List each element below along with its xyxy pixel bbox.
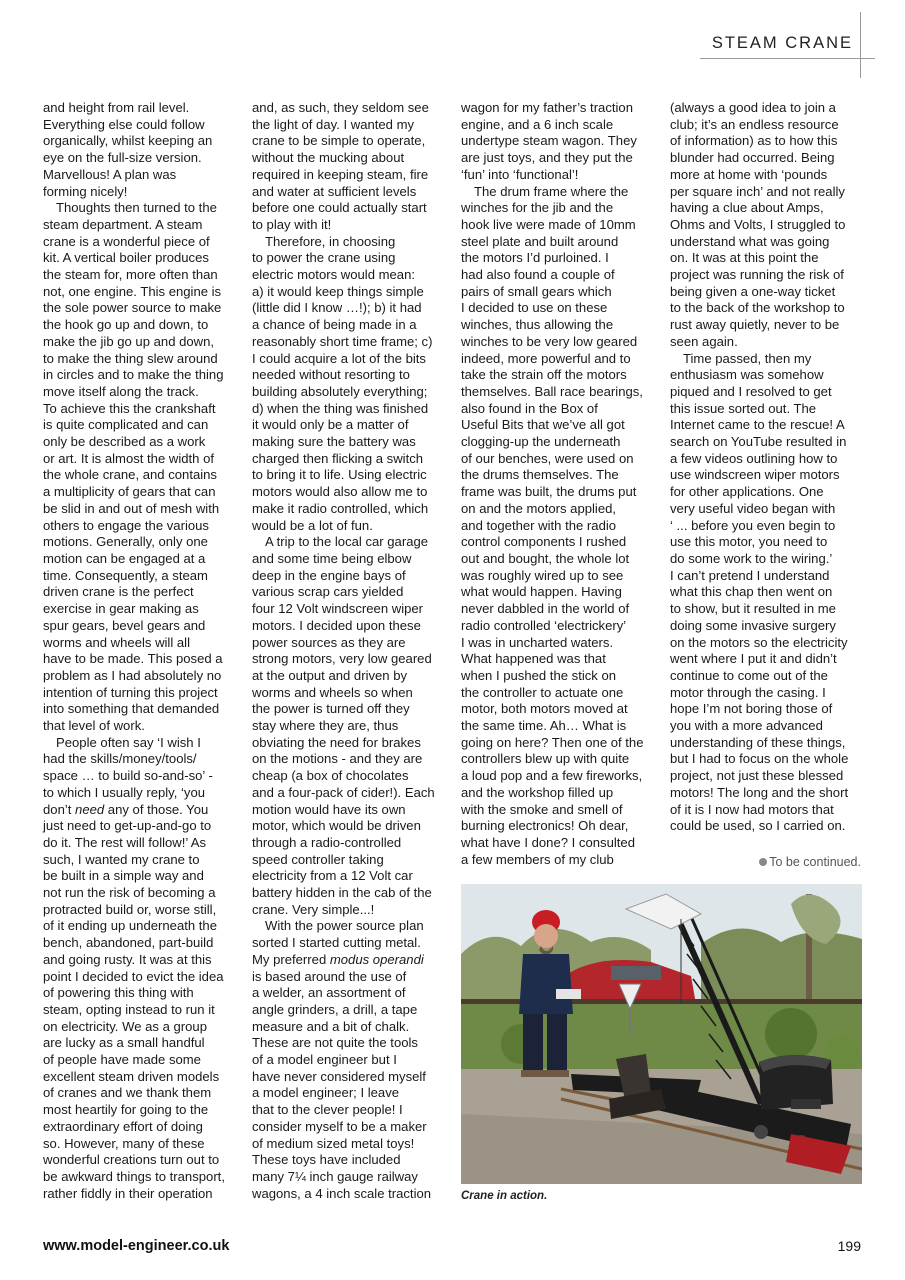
text-line: a few members of my club: [461, 851, 614, 867]
text-line: with the smoke and smell of: [461, 801, 623, 817]
text-line: spur gears, bevel gears and: [43, 617, 206, 633]
text-line: burning electronics! Oh dear,: [461, 818, 629, 834]
text-line: that to the clever people! I: [252, 1102, 403, 1118]
text-line: I was in uncharted waters.: [461, 634, 614, 650]
text-line: it would only be a matter of: [252, 417, 409, 433]
text-line: These toys have included: [252, 1152, 401, 1168]
text-line: Thoughts then turned to the: [56, 200, 217, 216]
to-be-continued: [759, 855, 861, 869]
text-line: club; it’s an endless resource: [670, 116, 839, 132]
text-line: ‘ ... before you even begin to: [670, 517, 836, 533]
text-line: search on YouTube resulted in: [670, 434, 847, 450]
text-line: to show, but it resulted in me: [670, 601, 836, 617]
text-line: controllers blew up with quite: [461, 751, 630, 767]
text-line: and height from rail level.: [43, 100, 190, 115]
text-line: are just toys, and they put the: [461, 150, 633, 166]
text-line: when I pushed the stick on: [461, 667, 617, 683]
text-line: so. However, many of these: [43, 1135, 205, 1151]
text-line: cheap (a box of chocolates: [252, 768, 409, 784]
text-line: winches to be very low geared: [461, 333, 638, 349]
text-line: of medium sized metal toys!: [252, 1135, 415, 1151]
text-line: motions. Generally, only one: [43, 534, 208, 550]
text-line: indeed, more powerful and to: [461, 350, 631, 366]
text-line: time. Consequently, a steam: [43, 567, 208, 583]
text-line: motors would also allow me to: [252, 484, 428, 500]
text-line: in circles and to make the thing: [43, 367, 224, 383]
text-line: what have I done? I consulted: [461, 834, 635, 850]
text-line: of cranes and we thank them: [43, 1085, 212, 1101]
text-line: enthusiasm was somehow: [670, 367, 824, 383]
text-line: to play with it!: [252, 216, 332, 232]
text-column-3: [461, 100, 655, 868]
text-line: use windscreen wiper motors: [670, 467, 840, 483]
text-line: undertype steam wagon. They: [461, 133, 637, 149]
text-line: electricity from a 12 Volt car: [252, 868, 413, 884]
text-line: winches for the jib and the: [461, 200, 614, 216]
text-line: crane to be simple to operate,: [252, 133, 426, 149]
text-line: clogging-up the underneath: [461, 434, 621, 450]
text-line: rather fiddly in their operation: [43, 1185, 213, 1201]
text-line: steel plate and built around: [461, 233, 619, 249]
text-line: to power the crane using: [252, 250, 396, 266]
text-line: having a clue about Amps,: [670, 200, 824, 216]
text-line: be slid in and out of mesh with: [43, 500, 220, 516]
text-line: of it is I now had motors that: [670, 801, 834, 817]
text-line: or art. It is almost the width of: [43, 450, 215, 466]
text-line: bench, abandoned, part-build: [43, 935, 214, 951]
crane-photo: [461, 884, 862, 1184]
text-line: I could acquire a lot of the bits: [252, 350, 426, 366]
text-line: the motors I’d purloined. I: [461, 250, 609, 266]
text-column-2: [252, 100, 446, 1202]
text-line: I can’t pretend I understand: [670, 567, 830, 583]
text-line: only be described as a work: [43, 434, 206, 450]
text-line: you with a more advanced: [670, 718, 823, 734]
text-line: could be used, so I carried on.: [670, 818, 846, 834]
text-line: had also found a couple of: [461, 267, 615, 283]
text-line: engine, and a 6 inch scale: [461, 116, 614, 132]
text-line: ‘fun’ into ‘functional’!: [461, 166, 579, 182]
text-line: very useful video began with: [670, 500, 836, 516]
text-line: d) when the thing was finished: [252, 400, 429, 416]
page-number: 199: [837, 1238, 861, 1254]
text-line: on the motions - and they are: [252, 751, 423, 767]
text-line: worms and wheels so when: [252, 684, 413, 700]
text-line: What happened was that: [461, 651, 606, 667]
text-line: themselves. Ball race bearings,: [461, 383, 643, 399]
text-line: a model engineer; I leave: [252, 1085, 400, 1101]
text-line: various scrap cars yielded: [252, 584, 404, 600]
text-line: a multiplicity of gears that can: [43, 484, 216, 500]
text-line: Time passed, then my: [683, 350, 812, 366]
text-line: through a radio-controlled: [252, 834, 402, 850]
header-vertical-rule: [860, 12, 861, 78]
text-line: is based around the use of: [252, 968, 407, 984]
text-line: winches, thus allowing the: [461, 317, 614, 333]
text-line: I decided to use on these: [461, 300, 608, 316]
text-line: angle grinders, a drill, a tape: [252, 1001, 418, 1017]
text-line: excellent steam driven models: [43, 1068, 220, 1084]
text-line: of our benches, were used on: [461, 450, 634, 466]
text-line: and the workshop filled up: [461, 784, 614, 800]
text-line: project, not just these blessed: [670, 768, 844, 784]
text-line: not run the risk of becoming a: [43, 885, 216, 901]
text-line: and water at sufficient levels: [252, 183, 417, 199]
text-line: what would happen. Having: [461, 584, 622, 600]
text-line: (little did I know …!); b) it had: [252, 300, 422, 316]
text-line: Marvellous! A plan was: [43, 166, 177, 182]
text-line: for other applications. One: [670, 484, 824, 500]
text-line: pairs of small gears which: [461, 283, 612, 299]
text-line: steam, opting instead to run it: [43, 1001, 215, 1017]
text-line: be built in a simple way and: [43, 868, 204, 884]
text-line: problem as I had absolutely no: [43, 667, 222, 683]
text-line: of people have made some: [43, 1052, 201, 1068]
text-line: going on here? Then one of the: [461, 734, 644, 750]
text-line: needed without resorting to: [252, 367, 410, 383]
text-line: driven crane is the perfect: [43, 584, 194, 600]
text-line: that level of work.: [43, 718, 145, 734]
text-line: The drum frame where the: [474, 183, 629, 199]
to-be-continued-label: To be continued.: [769, 855, 861, 869]
text-line: many 7¼ inch gauge railway: [252, 1169, 418, 1184]
text-line: frame was built, the drums put: [461, 484, 637, 500]
text-line: at the output and driven by: [252, 667, 408, 683]
text-line: These are not quite the tools: [252, 1035, 418, 1051]
text-line: required in keeping steam, fire: [252, 166, 429, 182]
text-line: hope I’m not boring those of: [670, 701, 833, 717]
text-line: this issue sorted out. The: [670, 400, 817, 416]
text-line: the sole power source to make: [43, 300, 222, 316]
text-line: the light of day. I wanted my: [252, 116, 415, 132]
text-line: before one could actually start: [252, 200, 427, 216]
text-line: on. It was at this point the: [670, 250, 819, 266]
text-line: be awkward things to transport,: [43, 1169, 225, 1184]
text-line: hook live were made of 10mm: [461, 216, 636, 232]
text-line: have never considered myself: [252, 1068, 426, 1084]
footer-url: www.model-engineer.co.uk: [43, 1238, 230, 1254]
text-line: continue to come out of the: [670, 667, 828, 683]
text-line: never dabbled in the world of: [461, 601, 630, 617]
text-line: just need to get-up-and-go to: [43, 818, 212, 834]
text-line: of powering this thing with: [43, 985, 194, 1001]
text-line: electric motors would mean:: [252, 267, 416, 283]
bullet-dot-icon: [759, 858, 767, 866]
text-column-4: [670, 100, 865, 835]
text-line: do some work to the wiring.’: [670, 550, 833, 566]
text-line: went where I put it and didn’t: [670, 651, 837, 667]
text-line: not, one engine. This engine is: [43, 283, 222, 299]
text-line: Ohms and Volts, I struggled to: [670, 216, 846, 232]
text-line: out and bought, the whole lot: [461, 550, 630, 566]
text-line: project was running the risk of: [670, 267, 844, 283]
text-line: of it ending up underneath the: [43, 918, 217, 934]
text-line: (always a good idea to join a: [670, 100, 836, 115]
text-line: organically, whilst keeping an: [43, 133, 213, 149]
text-line: take the strain off the motors: [461, 367, 627, 383]
text-line: most heartily for going to the: [43, 1102, 209, 1118]
header-rule: [700, 58, 875, 59]
text-line: sorted I started cutting metal.: [252, 935, 421, 951]
text-line: to make the thing slew around: [43, 350, 218, 366]
text-line: of information) as to how this: [670, 133, 838, 149]
text-line: piqued and I resolved to get: [670, 383, 832, 399]
text-line: blunder had occurred. Being: [670, 150, 835, 166]
text-line: People often say ‘I wish I: [56, 734, 201, 750]
text-line: others to engage the various: [43, 517, 209, 533]
text-line: motion can be engaged at a: [43, 550, 206, 566]
text-line: measure and a bit of chalk.: [252, 1018, 410, 1034]
text-line: and, as such, they seldom see: [252, 100, 429, 115]
text-line: motor, which would be driven: [252, 818, 421, 834]
text-line: is quite complicated and can: [43, 417, 209, 433]
text-line: speed controller taking: [252, 851, 384, 867]
text-line: a few videos outlining how to: [670, 450, 838, 466]
text-line: a loud pop and a few fireworks,: [461, 768, 643, 784]
text-line: don’t need any of those. You: [43, 801, 209, 817]
text-line: extraordinary effort of doing: [43, 1118, 203, 1134]
text-line: to bring it to life. Using electric: [252, 467, 427, 483]
text-line: the same time. Ah… What is: [461, 718, 627, 734]
text-line: eye on the full-size version.: [43, 150, 202, 166]
text-line: but I had to focus on the whole: [670, 751, 849, 767]
text-line: what this chap then went on: [670, 584, 833, 600]
text-line: building absolutely everything;: [252, 383, 428, 399]
text-line: motor through the casing. I: [670, 684, 826, 700]
text-line: the whole crane, and contains: [43, 467, 217, 483]
text-line: make it radio controlled, which: [252, 500, 429, 516]
text-line: into something that demanded: [43, 701, 220, 717]
text-line: kit. A vertical boiler produces: [43, 250, 209, 266]
text-column-1: [43, 100, 237, 1202]
text-line: use this motor, you need to: [670, 534, 828, 550]
text-line: Everything else could follow: [43, 116, 205, 132]
photo-caption: Crane in action.: [461, 1190, 548, 1202]
text-line: A trip to the local car garage: [265, 534, 429, 550]
text-line: such, I wanted my crane to: [43, 851, 200, 867]
text-line: on and the motors applied,: [461, 500, 617, 516]
text-line: was roughly wired up to see: [461, 567, 624, 583]
crane-photo-image: [461, 884, 862, 1184]
text-line: motors! The long and the short: [670, 784, 849, 800]
text-line: and a four-pack of cider!). Each: [252, 784, 435, 800]
text-line: space … to build so-and-so’ -: [43, 768, 213, 784]
text-line: had the skills/money/tools/: [43, 751, 197, 767]
text-line: doing some invasive surgery: [670, 617, 836, 633]
text-line: protracted build or, worse still,: [43, 901, 217, 917]
text-line: Useful Bits that we’ve all got: [461, 417, 625, 433]
text-line: the controller to actuate one: [461, 684, 624, 700]
text-line: the steam for, more often than: [43, 267, 218, 283]
text-line: of a model engineer but I: [252, 1052, 397, 1068]
text-line: per square inch’ and not really: [670, 183, 845, 199]
text-line: a) it would keep things simple: [252, 283, 424, 299]
text-line: exercise in gear making as: [43, 601, 199, 617]
text-line: seen again.: [670, 333, 738, 349]
text-line: motion would have its own: [252, 801, 406, 817]
text-line: the hook go up and down, to: [43, 317, 209, 333]
text-line: My preferred modus operandi: [252, 951, 424, 967]
text-line: control components I rushed: [461, 534, 627, 550]
text-line: have to be made. This posed a: [43, 651, 223, 667]
text-line: wonderful creations turn out to: [43, 1152, 220, 1168]
text-line: would be a lot of fun.: [252, 517, 373, 533]
text-line: to which I usually reply, ‘you: [43, 784, 206, 800]
text-line: being given a one-way ticket: [670, 283, 836, 299]
text-line: and some time being elbow: [252, 550, 412, 566]
text-line: battery hidden in the cab of the: [252, 885, 432, 901]
text-line: four 12 Volt windscreen wiper: [252, 601, 424, 617]
text-line: obviating the need for brakes: [252, 734, 421, 750]
text-line: radio controlled ‘electrickery’: [461, 617, 627, 633]
text-line: to the back of the workshop to: [670, 300, 845, 316]
text-line: steam department. A steam: [43, 216, 203, 232]
section-header: STEAM CRANE: [711, 34, 853, 52]
text-line: wagon for my father’s traction: [461, 100, 633, 115]
text-line: on the motors so the electricity: [670, 634, 848, 650]
text-line: charged then flicking a switch: [252, 450, 424, 466]
text-line: stay where they are, thus: [252, 718, 399, 734]
text-line: making sure the battery was: [252, 434, 416, 450]
text-line: With the power source plan: [265, 918, 424, 934]
text-line: a chance of being made in a: [252, 317, 417, 333]
text-line: Internet came to the rescue! A: [670, 417, 845, 433]
text-line: and going rusty. It was at this: [43, 951, 212, 967]
text-line: motors. I decided upon these: [252, 617, 421, 633]
text-line: move itself along the track.: [43, 383, 199, 399]
text-line: worms and wheels will all: [43, 634, 190, 650]
text-line: crane is a wonderful piece of: [43, 233, 210, 249]
text-line: To achieve this the crankshaft: [43, 400, 216, 416]
text-line: the drums themselves. The: [461, 467, 619, 483]
text-line: rust away quietly, never to be: [670, 317, 840, 333]
text-line: understanding of these things,: [670, 734, 846, 750]
text-line: also found in the Box of: [461, 400, 598, 416]
text-line: the power is turned off they: [252, 701, 410, 717]
text-line: understand what was going: [670, 233, 830, 249]
text-line: point I decided to evict the idea: [43, 968, 224, 984]
text-line: reasonably short time frame; c): [252, 333, 433, 349]
text-line: deep in the engine bays of: [252, 567, 406, 583]
text-line: intention of turning this project: [43, 684, 218, 700]
text-line: do it. The rest will follow!’ As: [43, 834, 207, 850]
text-line: more at home with ‘pounds: [670, 166, 828, 182]
text-line: are lucky as a small handful: [43, 1035, 205, 1051]
text-line: consider myself to be a maker: [252, 1118, 427, 1134]
text-line: motor, both motors moved at: [461, 701, 628, 717]
text-line: Therefore, in choosing: [265, 233, 396, 249]
text-line: forming nicely!: [43, 183, 128, 199]
text-line: wagons, a 4 inch scale traction: [252, 1185, 432, 1201]
text-line: without the mucking about: [252, 150, 405, 166]
text-line: power sources as they are: [252, 634, 406, 650]
text-line: crane. Very simple...!: [252, 901, 375, 917]
text-line: and together with the radio: [461, 517, 617, 533]
text-line: strong motors, very low geared: [252, 651, 432, 667]
text-line: on electricity. We as a group: [43, 1018, 207, 1034]
text-line: make the jib go up and down,: [43, 333, 215, 349]
text-line: a welder, an assortment of: [252, 985, 406, 1001]
